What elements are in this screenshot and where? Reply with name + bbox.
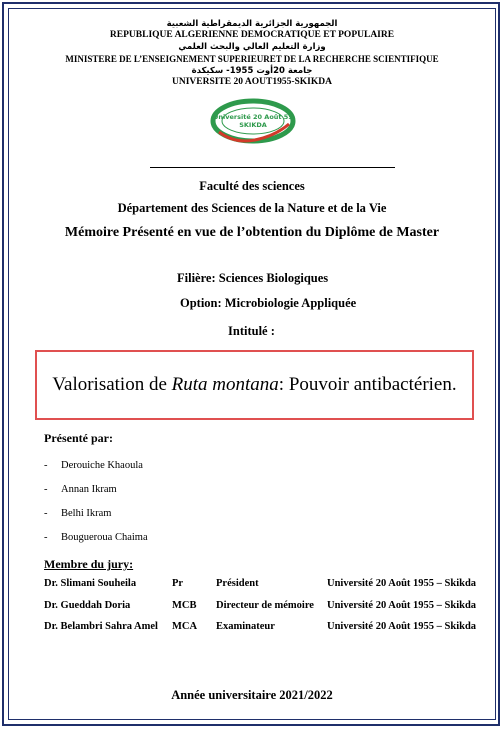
jury-member-role: Examinateur: [216, 621, 275, 632]
jury-member-role: Président: [216, 578, 259, 589]
student-name: Annan Ikram: [61, 484, 117, 495]
faculty-name: Faculté des sciences: [199, 179, 305, 193]
species-name: Ruta montana: [171, 374, 279, 395]
university-logo: [205, 94, 301, 148]
jury-label: Membre du jury:: [44, 557, 134, 571]
student-name: Derouiche Khaoula: [61, 460, 143, 471]
ministry-line: MINISTERE DE L’ENSEIGNEMENT SUPERIEURET DE LA RECHERCHE SCIENTIFIQUE: [65, 54, 439, 64]
arabic-republic-line: الجمهورية الجزائرية الديمقراطية الشعبية: [166, 19, 338, 29]
jury-member-role: Directeur de mémoire: [216, 600, 314, 611]
jury-member-grade: Pr: [172, 578, 184, 589]
student-name: Belhi Ikram: [61, 508, 112, 519]
arabic-ministry-line: وزارة التعليم العالي والبحث العلمي: [178, 42, 326, 52]
jury-member-name: Dr. Gueddah Doria: [44, 600, 131, 611]
intitule-label: Intitulé :: [228, 324, 275, 338]
jury-member-name: Dr. Slimani Souheila: [44, 578, 137, 589]
logo-text-top: Université 20 Août 55: [213, 113, 293, 121]
university-line: UNIVERSITE 20 AOUT1955-SKIKDA: [172, 77, 332, 87]
jury-member-grade: MCB: [172, 600, 197, 611]
bullet-dash: -: [44, 460, 48, 471]
bullet-dash: -: [44, 508, 48, 519]
presented-by-label: Présenté par:: [44, 431, 113, 445]
header-divider: [150, 167, 395, 168]
jury-member-institution: Université 20 Août 1955 – Skikda: [327, 621, 477, 632]
jury-member-grade: MCA: [172, 621, 198, 632]
filiere-line: Filière: Sciences Biologiques: [177, 271, 329, 285]
bullet-dash: -: [44, 484, 48, 495]
jury-member-institution: Université 20 Août 1955 – Skikda: [327, 600, 477, 611]
arabic-university-line: جامعة 20أوت 1955- سكيكدة: [191, 66, 313, 76]
thesis-title: Valorisation de Ruta montana: Pouvoir antibactérien.: [52, 374, 457, 395]
academic-year: Année universitaire 2021/2022: [171, 688, 333, 702]
bullet-dash: -: [44, 532, 48, 543]
option-line: Option: Microbiologie Appliquée: [180, 296, 357, 310]
logo-text-bottom: SKIKDA: [239, 121, 267, 129]
department-name: Département des Sciences de la Nature et de la Vie: [117, 201, 387, 215]
jury-member-name: Dr. Belambri Sahra Amel: [44, 621, 158, 632]
memoire-statement: Mémoire Présenté en vue de l’obtention du Diplôme de Master: [64, 225, 440, 240]
republic-line: REPUBLIQUE ALGERIENNE DEMOCRATIQUE ET POPULAIRE: [109, 30, 395, 40]
jury-member-institution: Université 20 Août 1955 – Skikda: [327, 578, 477, 589]
student-name: Bougueroua Chaima: [61, 532, 148, 543]
thesis-title-box: [35, 350, 474, 420]
